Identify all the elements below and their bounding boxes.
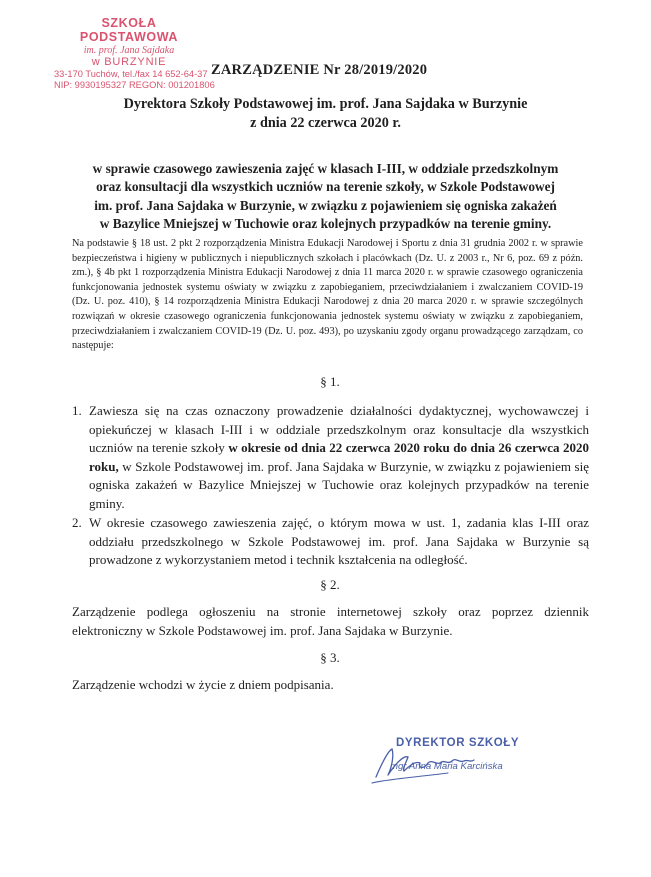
section-heading-3: § 3. <box>320 650 340 665</box>
section-3-text: Zarządzenie wchodzi w życie z dniem podpisania. <box>72 677 334 692</box>
clause-text: W okresie czasowego zawieszenia zajęć, o którym mowa w ust. 1, zadania klas I-III oraz oddziału przedszkolnego w Szkole Podstawowej im. prof. Jana Sajdaka w Burzynie są prowadzone z wykorzystaniem metod i technik kształcenia na odległość. <box>89 515 589 567</box>
document-subject <box>70 160 581 234</box>
clause-number: 2. <box>72 515 82 530</box>
section-2-text: Zarządzenie podlega ogłoszeniu na stronie internetowej szkoły oraz poprzez dziennik elektroniczny w Szkole Podstawowej im. prof. Jana Sajdaka w Burzynie. <box>72 604 589 638</box>
clause-text-part: Zawiesza się na czas oznaczony prowadzenie działalności dydaktycznej, wychowawczej i opiekuńczej w klasach I-III i w oddziale przedszkolnym oraz konsultacje dla wszystkich uczniów na terenie szkoły <box>89 403 589 455</box>
director-signature-stamp <box>358 733 528 793</box>
clause-1 <box>72 402 589 513</box>
clause-2 <box>72 514 589 570</box>
subject-line: w Bazylice Mniejszej w Tuchowie oraz kolejnych przypadków na terenie gminy. <box>99 216 552 232</box>
stamp-location: w BURZYNIE <box>91 56 167 69</box>
section-heading-2: § 2. <box>320 577 340 592</box>
subject-line: oraz konsultacji dla wszystkich uczniów na terenie szkoły, w Szkole Podstawowej <box>96 179 555 195</box>
issuer-line: Dyrektora Szkoły Podstawowej im. prof. Jana Sajdaka w Burzynie <box>123 96 528 112</box>
section-heading-1: § 1. <box>320 374 340 389</box>
document-title: ZARZĄDZENIE Nr 28/2019/2020 <box>211 62 428 78</box>
clause-text-part: w Szkole Podstawowej im. prof. Jana Sajdaka w Burzynie, w związku z pojawieniem się ogniska zakażeń w Bazylice Mniejszej w Tuchowie oraz kolejnych przypadków na terenie gminy. <box>89 458 589 511</box>
stamp-school-name: SZKOŁA PODSTAWOWA <box>79 16 179 45</box>
document-date: z dnia 22 czerwca 2020 r. <box>250 115 401 131</box>
signature-role: DYREKTOR SZKOŁY <box>396 737 520 749</box>
clause-text <box>89 402 589 513</box>
stamp-address: 33-170 Tuchów, tel./fax 14 652-64-37 <box>54 68 208 79</box>
legal-basis-preamble: Na podstawie § 18 ust. 2 pkt 2 rozporządzenia Ministra Edukacji Narodowej i Sportu z dnia 31 grudnia 2002 r. w sprawie bezpieczeństwa i higieny w publicznych i niepublicznych szkołach i placówkach (Dz. U. z 2003 r., Nr 6, poz. 69 z późn. zm.), § 4b pkt 1 rozporządzenia Ministra Edukacji Narodowej z dnia 11 marca 2020 r. w sprawie czasowego ograniczenia funkcjonowania jednostek systemu oświaty w związku z zapobieganiem, przeciwdziałaniem i zwalczaniem COVID-19 (Dz. U. poz. 410), § 14 rozporządzenia Ministra Edukacji Narodowej z dnia 20 marca 2020 r. w sprawie szczególnych rozwiązań w okresie czasowego ograniczenia funkcjonowania jednostek systemu oświaty w związku z zapobieganiem, przeciwdziałaniem i zwalczaniem COVID-19 (Dz. U. poz. 493), po uzyskaniu zgody organu prowadzącego zarządzam, co następuje: <box>72 238 583 352</box>
school-stamp <box>54 16 215 90</box>
stamp-tax-ids: NIP: 9930195327 REGON: 001201806 <box>54 79 215 90</box>
subject-line: im. prof. Jana Sajdaka w Burzynie, w związku z pojawieniem się ogniska zakażeń <box>94 197 557 213</box>
stamp-patron: im. prof. Jana Sajdaka <box>83 44 175 56</box>
clause-number: 1. <box>72 403 82 418</box>
subject-line: w sprawie czasowego zawieszenia zajęć w klasach I-III, w oddziale przedszkolnym <box>92 161 559 176</box>
signature-name: mgr Anna Maria Karcińska <box>390 761 503 772</box>
clause-date-range: w okresie od dnia 22 czerwca 2020 roku do dnia 26 czerwca 2020 roku, <box>89 440 589 474</box>
